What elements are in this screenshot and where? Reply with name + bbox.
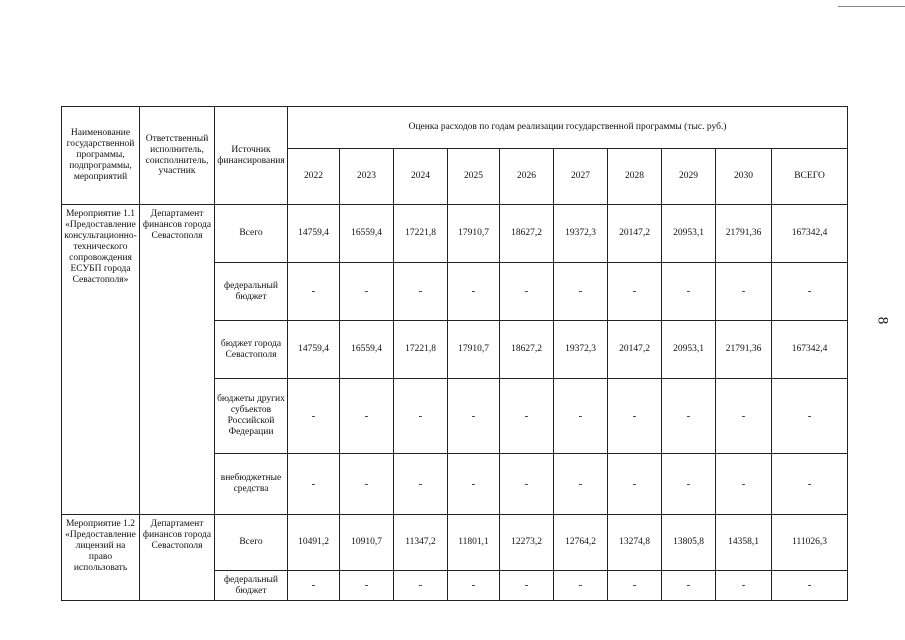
year-header: 2028 <box>608 149 662 205</box>
value-cell: - <box>716 379 772 454</box>
value-cell: 14759,4 <box>288 321 340 379</box>
value-cell: 20147,2 <box>608 321 662 379</box>
source-cell: Всего <box>215 515 288 571</box>
value-cell: 167342,4 <box>772 205 848 263</box>
value-cell: 19372,3 <box>554 205 608 263</box>
value-cell: 17221,8 <box>394 321 448 379</box>
budget-table <box>61 106 848 601</box>
value-cell: - <box>662 454 716 515</box>
value-cell: 17910,7 <box>448 321 500 379</box>
value-cell: - <box>772 454 848 515</box>
scan-edge-line <box>838 6 905 7</box>
value-cell: 17221,8 <box>394 205 448 263</box>
value-cell: 21791,36 <box>716 205 772 263</box>
activity-executor: Департамент финансов города Севастополя <box>140 205 215 515</box>
value-cell: - <box>288 379 340 454</box>
value-cell: - <box>500 454 554 515</box>
value-cell: - <box>554 571 608 601</box>
value-cell: - <box>448 379 500 454</box>
activity-name: Мероприятие 1.1 «Предоставление консультационно-технического сопровождения ЕСУБП города Севастополя» <box>62 205 140 515</box>
value-cell: 20147,2 <box>608 205 662 263</box>
value-cell: - <box>394 454 448 515</box>
value-cell: - <box>288 454 340 515</box>
value-cell: 17910,7 <box>448 205 500 263</box>
source-cell: федеральный бюджет <box>215 571 288 601</box>
header-source: Источник финансирования <box>215 107 288 205</box>
value-cell: 13805,8 <box>662 515 716 571</box>
value-cell: - <box>716 263 772 321</box>
value-cell: - <box>448 571 500 601</box>
value-cell: 167342,4 <box>772 321 848 379</box>
value-cell: - <box>716 454 772 515</box>
value-cell: - <box>448 263 500 321</box>
value-cell: 18627,2 <box>500 205 554 263</box>
value-cell: 13274,8 <box>608 515 662 571</box>
value-cell: - <box>608 454 662 515</box>
value-cell: - <box>772 263 848 321</box>
year-header: 2024 <box>394 149 448 205</box>
year-header: 2030 <box>716 149 772 205</box>
activity-executor: Департамент финансов города Севастополя <box>140 515 215 601</box>
value-cell: 12273,2 <box>500 515 554 571</box>
source-cell: Всего <box>215 205 288 263</box>
value-cell: - <box>288 263 340 321</box>
value-cell: - <box>394 379 448 454</box>
source-cell: бюджеты других субъектов Российской Федерации <box>215 379 288 454</box>
value-cell: 14358,1 <box>716 515 772 571</box>
value-cell: 11801,1 <box>448 515 500 571</box>
value-cell: 10491,2 <box>288 515 340 571</box>
value-cell: - <box>716 571 772 601</box>
value-cell: - <box>288 571 340 601</box>
value-cell: 11347,2 <box>394 515 448 571</box>
value-cell: 21791,36 <box>716 321 772 379</box>
value-cell: 111026,3 <box>772 515 848 571</box>
value-cell: - <box>340 454 394 515</box>
year-header: 2022 <box>288 149 340 205</box>
value-cell: - <box>608 263 662 321</box>
value-cell: - <box>608 379 662 454</box>
value-cell: - <box>340 379 394 454</box>
value-cell: - <box>662 379 716 454</box>
value-cell: - <box>340 263 394 321</box>
value-cell: - <box>500 379 554 454</box>
value-cell: - <box>500 571 554 601</box>
source-cell: федеральный бюджет <box>215 263 288 321</box>
header-name: Наименование государственной программы, подпрограммы, мероприятий <box>62 107 140 205</box>
page-number: 8 <box>874 316 891 325</box>
value-cell: 20953,1 <box>662 205 716 263</box>
value-cell: - <box>554 263 608 321</box>
value-cell: 18627,2 <box>500 321 554 379</box>
value-cell: - <box>772 571 848 601</box>
value-cell: 16559,4 <box>340 321 394 379</box>
value-cell: 10910,7 <box>340 515 394 571</box>
value-cell: - <box>662 263 716 321</box>
value-cell: 19372,3 <box>554 321 608 379</box>
year-header: 2025 <box>448 149 500 205</box>
value-cell: - <box>394 263 448 321</box>
value-cell: 20953,1 <box>662 321 716 379</box>
table-row <box>62 205 848 263</box>
year-header: 2029 <box>662 149 716 205</box>
year-header: 2026 <box>500 149 554 205</box>
value-cell: - <box>340 571 394 601</box>
year-header: 2023 <box>340 149 394 205</box>
source-cell: внебюджетные средства <box>215 454 288 515</box>
value-cell: - <box>772 379 848 454</box>
value-cell: - <box>554 379 608 454</box>
total-header: ВСЕГО <box>772 149 848 205</box>
value-cell: 14759,4 <box>288 205 340 263</box>
value-cell: 16559,4 <box>340 205 394 263</box>
year-header: 2027 <box>554 149 608 205</box>
table-row <box>62 515 848 571</box>
source-cell: бюджет города Севастополя <box>215 321 288 379</box>
header-executor: Ответственный исполнитель, соисполнитель, участник <box>140 107 215 205</box>
activity-name: Мероприятие 1.2 «Предоставление лицензий на право использовать <box>62 515 140 601</box>
value-cell: - <box>662 571 716 601</box>
value-cell: - <box>608 571 662 601</box>
value-cell: - <box>448 454 500 515</box>
value-cell: 12764,2 <box>554 515 608 571</box>
value-cell: - <box>500 263 554 321</box>
value-cell: - <box>554 454 608 515</box>
value-cell: - <box>394 571 448 601</box>
header-group: Оценка расходов по годам реализации государственной программы (тыс. руб.) <box>288 107 848 149</box>
